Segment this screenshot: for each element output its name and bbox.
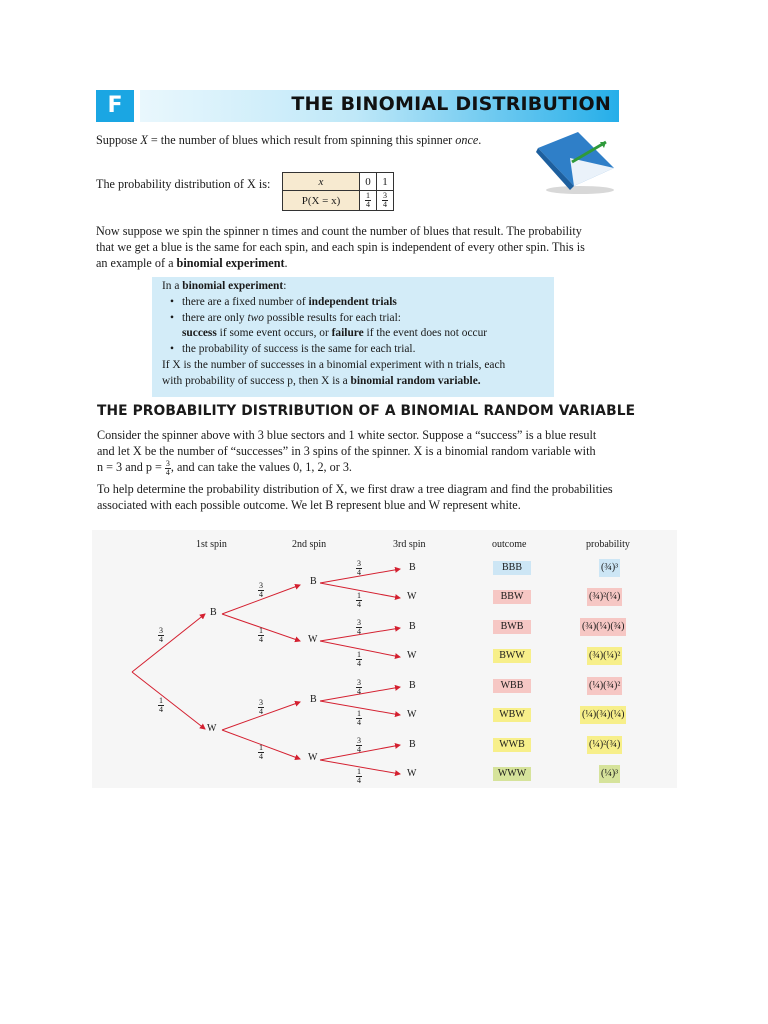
- node-w-2: W: [308, 634, 318, 645]
- probability-cell: (¼)(¾)²: [587, 677, 622, 695]
- box-bullet-3: • the probability of success is the same for each trial.: [170, 343, 416, 356]
- intro-var-x: X: [140, 133, 148, 147]
- header-2nd-spin: 2nd spin: [292, 539, 327, 550]
- probability-cell: (¾)²(¼): [587, 588, 622, 606]
- branch-prob: $\frac{3}{4}$: [357, 618, 361, 636]
- distribution-label: The probability distribution of X is:: [96, 177, 271, 191]
- box-conclusion-1: If X is the number of successes in a binomial experiment with n trials, each: [162, 358, 506, 371]
- probability-cell: (¾)(¼)(¾): [580, 618, 626, 636]
- branch-prob: $\frac{1}{4}$: [357, 650, 361, 668]
- probability-cell: (¾)(¼)²: [587, 647, 622, 665]
- table-header-x: x: [283, 173, 360, 191]
- header-1st-spin: 1st spin: [196, 539, 227, 550]
- para4-line1: To help determine the probability distribution of X, we first draw a tree diagram and find the probabilities: [97, 482, 613, 496]
- box-intro: In a binomial experiment:: [162, 280, 287, 292]
- node-b-2: B: [310, 576, 317, 587]
- probability-cell: (¼)(¾)(¼): [580, 706, 626, 724]
- outcome-cell: BBB: [493, 561, 531, 575]
- leaf-b: B: [409, 621, 416, 632]
- section-heading: THE PROBABILITY DISTRIBUTION OF A BINOMIAL RANDOM VARIABLE: [97, 403, 636, 419]
- table-cell: 0: [360, 173, 377, 191]
- box-bullet-2: • there are only two possible results for each trial:: [170, 311, 401, 324]
- box-bullet-1: • there are a fixed number of independent trials: [170, 295, 397, 308]
- box-bullet-2-cont: success if some event occurs, or failure if the event does not occur: [182, 327, 488, 340]
- probability-cell: (¼)²(¾): [587, 736, 622, 754]
- leaf-w: W: [407, 650, 417, 661]
- branch-prob: $\frac{3}{4}$: [159, 626, 163, 644]
- table-cell: $\frac{3}{4}$: [377, 191, 394, 211]
- intro-once: once: [455, 133, 479, 147]
- intro-period: .: [478, 133, 482, 147]
- header-probability: probability: [586, 539, 630, 550]
- para3-line1: Consider the spinner above with 3 blue sectors and 1 white sector. Suppose a “success” is a blue result: [97, 428, 597, 442]
- outcome-cell: WWW: [493, 767, 531, 781]
- branch-prob: $\frac{3}{4}$: [357, 736, 361, 754]
- leaf-b: B: [409, 562, 416, 573]
- branch-prob: $\frac{3}{4}$: [259, 581, 263, 599]
- outcome-cell: BWB: [493, 620, 531, 634]
- branch-prob: $\frac{1}{4}$: [357, 767, 361, 785]
- intro-text-a: Suppose: [96, 133, 141, 147]
- branch-prob: $\frac{1}{4}$: [357, 591, 361, 609]
- branch-prob: $\frac{1}{4}$: [159, 696, 163, 714]
- node-w-3: W: [308, 752, 318, 763]
- para3-line3: n = 3 and p = $\frac{3}{4}$ , and can take the values 0, 1, 2, or 3.: [97, 458, 352, 477]
- header-outcome: outcome: [492, 539, 527, 550]
- branch-prob: $\frac{1}{4}$: [259, 626, 263, 644]
- node-b-1: B: [210, 607, 217, 618]
- table-cell: $\frac{1}{4}$: [360, 191, 377, 211]
- leaf-w: W: [407, 768, 417, 779]
- para2-line2: that we get a blue is the same for each spin, and each spin is independent of every other spin. This is: [96, 240, 585, 254]
- table-header-px: P(X = x): [283, 191, 360, 211]
- outcome-cell: WBW: [493, 708, 531, 722]
- intro-text-c: = the number of blues which result from spinning this spinner: [147, 133, 456, 147]
- page-title: THE BINOMIAL DISTRIBUTION: [291, 93, 611, 115]
- leaf-b: B: [409, 680, 416, 691]
- leaf-w: W: [407, 591, 417, 602]
- header-3rd-spin: 3rd spin: [393, 539, 426, 550]
- branch-prob: $\frac{3}{4}$: [357, 559, 361, 577]
- branch-prob: $\frac{1}{4}$: [259, 743, 263, 761]
- box-conclusion-2: with probability of success p, then X is a binomial random variable.: [162, 374, 481, 387]
- node-w-1: W: [207, 723, 217, 734]
- table-cell: 1: [377, 173, 394, 191]
- outcome-cell: WBB: [493, 679, 531, 693]
- outcome-cell: WWB: [493, 738, 531, 752]
- leaf-b: B: [409, 739, 416, 750]
- branch-prob: $\frac{1}{4}$: [357, 709, 361, 727]
- probability-cell: (¾)³: [599, 559, 620, 577]
- leaf-w: W: [407, 709, 417, 720]
- para4-line2: associated with each possible outcome. We let B represent blue and W represent white.: [97, 498, 521, 512]
- branch-prob: $\frac{3}{4}$: [259, 698, 263, 716]
- section-letter-badge: F: [96, 90, 134, 122]
- outcome-cell: BBW: [493, 590, 531, 604]
- node-b-3: B: [310, 694, 317, 705]
- para2-line1: Now suppose we spin the spinner n times and count the number of blues that result. The probability: [96, 224, 582, 238]
- branch-prob: $\frac{3}{4}$: [357, 678, 361, 696]
- probability-cell: (¼)³: [599, 765, 620, 783]
- outcome-cell: BWW: [493, 649, 531, 663]
- para2-line3: an example of a binomial experiment.: [96, 256, 288, 270]
- para3-line2: and let X be the number of “successes” in 3 spins of the spinner. X is a binomial random variable with: [97, 444, 596, 458]
